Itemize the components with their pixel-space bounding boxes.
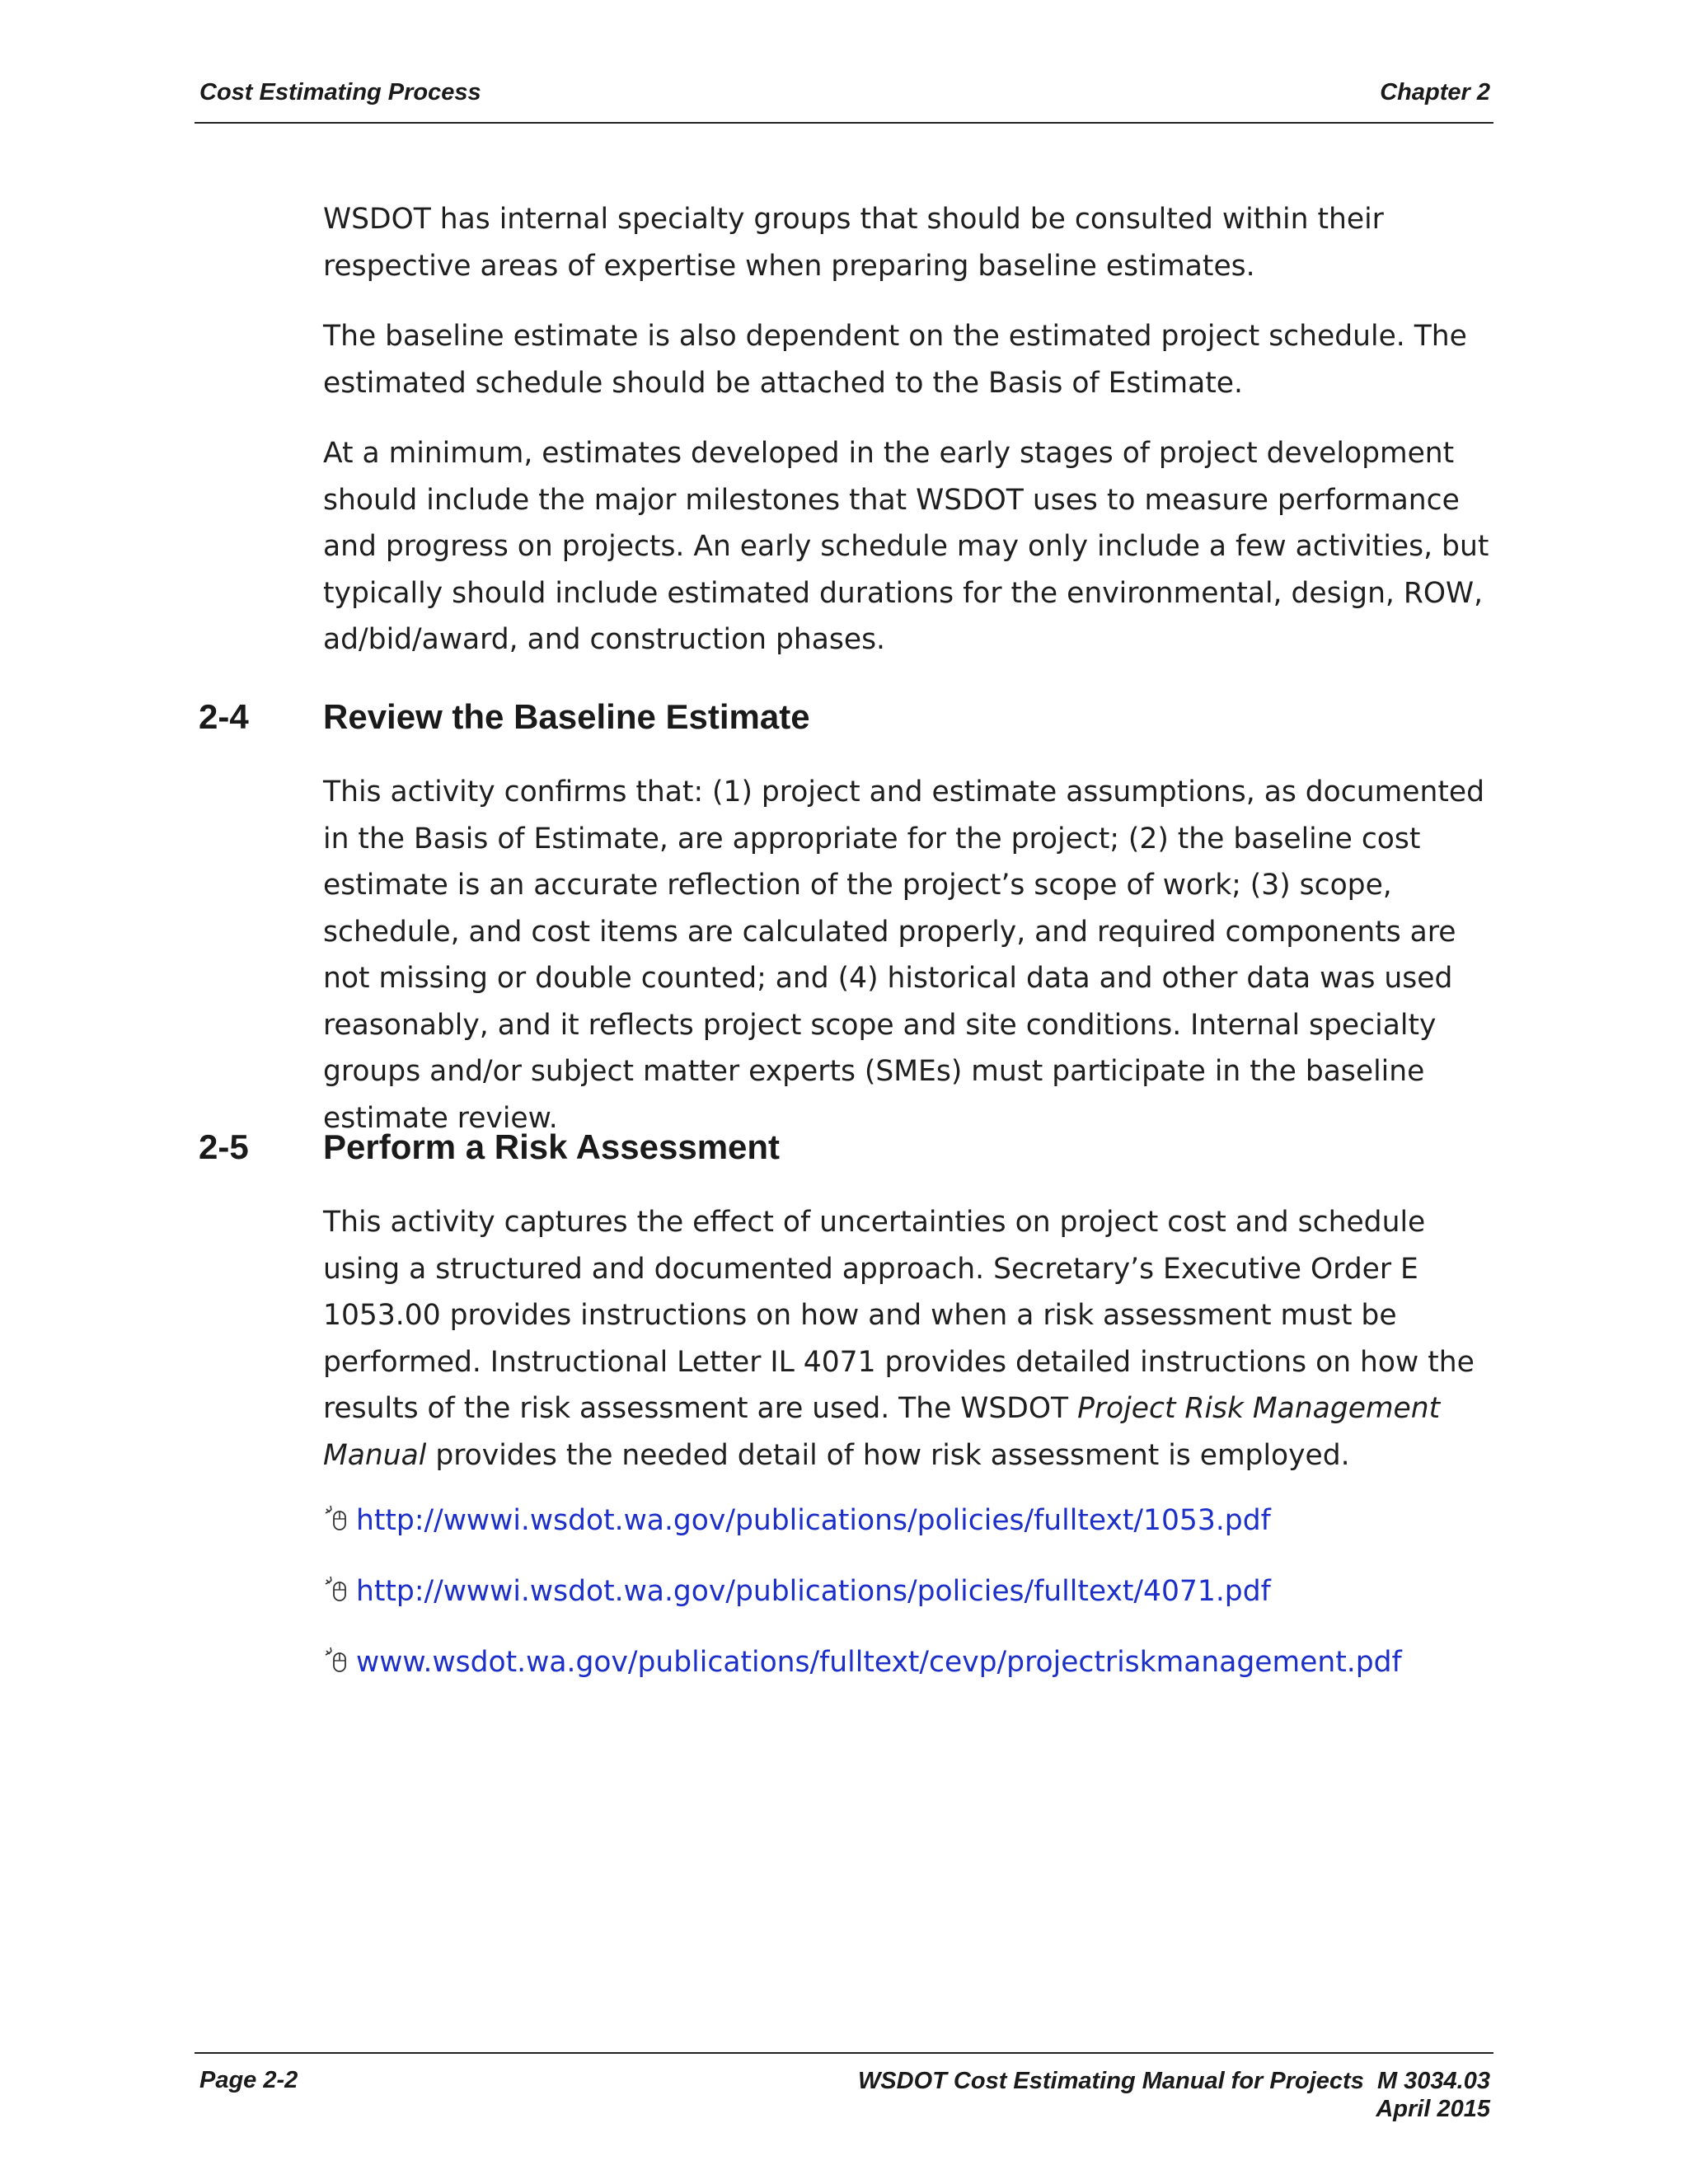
header-section-title: Cost Estimating Process [199,79,481,105]
intro-paragraph-3: At a minimum, estimates developed in the early stages of project development should include the major milestones that WSDOT uses to measure performance and progress on projects. An early schedule may only include a few activities, but typically should include estimated durations for the environmental, design, ROW, ad/bid/award, and construction phases. [323,437,1489,656]
footer-date: April 2015 [1376,2096,1490,2122]
body-text-part: This activity captures the effect of uncertainties on project cost and schedule using a structured and documented approach. Secretary’s Executive Order E 1053.00 provides instructions on how and when a risk assessment must be performed. Instructional Letter IL 4071 provides detailed instructions on how the results of the risk assessment are used. The WSDOT [323,1206,1475,1425]
section-number: 2-5 [199,1127,249,1166]
section-2-5-body [323,1199,1493,1479]
mouse-click-icon [323,1574,353,1604]
link-1053-pdf[interactable]: http://wwwi.wsdot.wa.gov/publications/policies/fulltext/1053.pdf [356,1504,1271,1537]
intro-paragraph-1: WSDOT has internal specialty groups that should be consulted within their respective areas of expertise when preparing baseline estimates. [323,203,1384,283]
link-row[interactable] [323,1503,1271,1537]
footer-manual-info [858,2067,1490,2123]
header-chapter: Chapter 2 [1380,79,1490,105]
mouse-click-icon [323,1645,353,1675]
body-text-part: provides the needed detail of how risk assessment is employed. [426,1438,1350,1472]
manual-title: Project Risk Management Manual [323,1392,1441,1472]
link-row[interactable] [323,1645,1402,1679]
page-header [195,79,1493,124]
link-4071-pdf[interactable]: http://wwwi.wsdot.wa.gov/publications/policies/fulltext/4071.pdf [356,1575,1271,1608]
intro-paragraph-2: The baseline estimate is also dependent on the estimated project schedule. The estimated schedule should be attached to the Basis of Estimate. [323,320,1467,400]
page-footer [195,2052,1493,2128]
link-project-risk-management-pdf[interactable]: www.wsdot.wa.gov/publications/fulltext/cevp/projectriskmanagement.pdf [356,1646,1402,1679]
footer-manual-title: WSDOT Cost Estimating Manual for Projects M 3034.03 [857,2068,1490,2094]
section-2-4-body: This activity confirms that: (1) project and estimate assumptions, as documented in the Basis of Estimate, are appropriate for the project; (2) the baseline cost estimate is an accurate reflection of the project’s scope of work; (3) scope, schedule, and cost items are calculated properly, and required components are not missing or double counted; and (4) historical data and other data was used reasonably, and it reflects project scope and site conditions. Internal specialty groups and/or subject matter experts (SMEs) must participate in the baseline estimate review. [323,776,1484,1135]
link-row[interactable] [323,1574,1271,1608]
section-title: Review the Baseline Estimate [323,697,810,736]
page-number: Page 2-2 [199,2067,298,2093]
section-number: 2-4 [199,697,249,736]
mouse-click-icon [323,1503,353,1533]
section-title: Perform a Risk Assessment [323,1127,781,1166]
